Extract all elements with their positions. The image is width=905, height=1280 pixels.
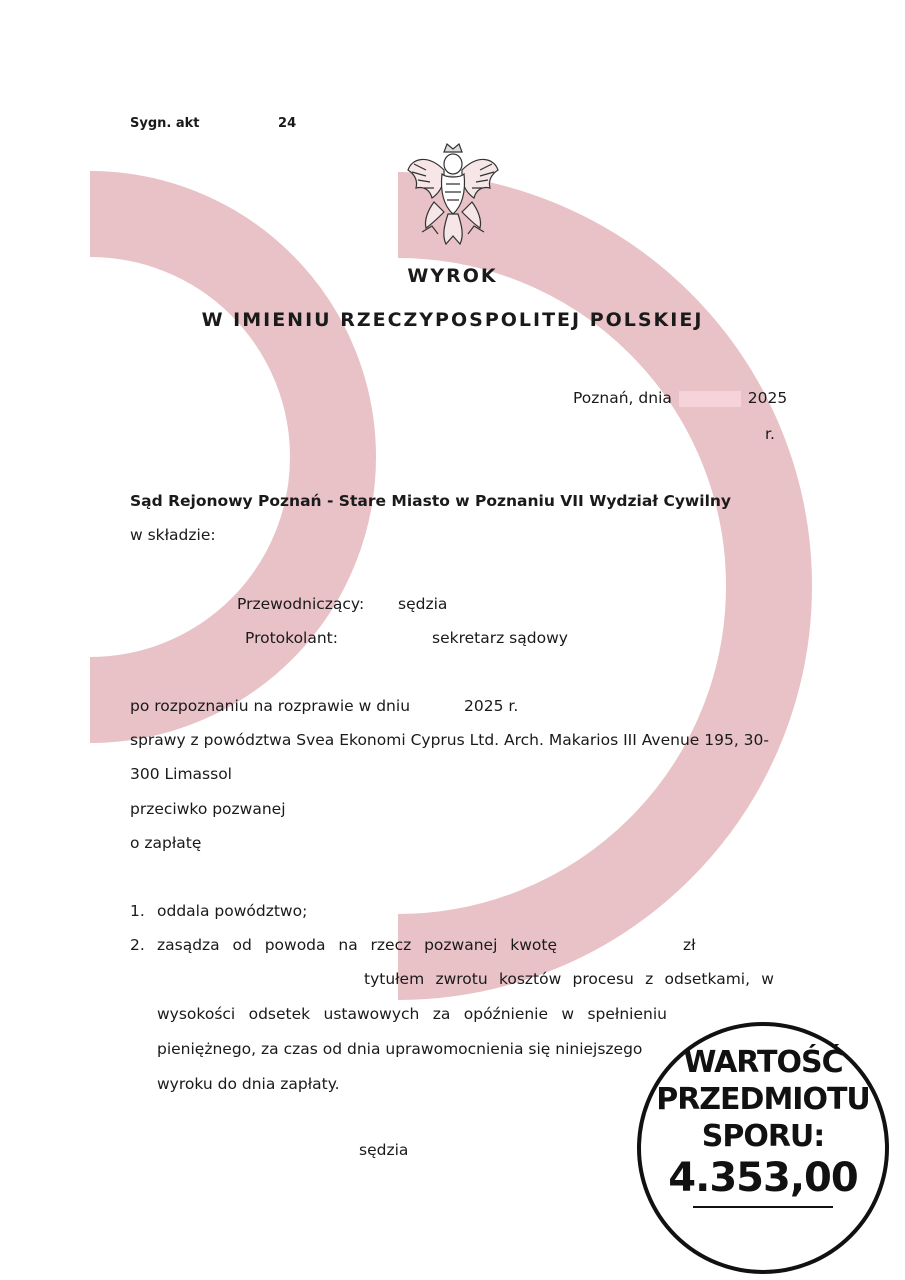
hearing-line	[130, 696, 518, 716]
dispute-value-badge	[637, 1022, 889, 1274]
word: z	[645, 970, 654, 988]
case-line-1: sprawy z powództwa Svea Ekonomi Cyprus Ltd. Arch. Makarios III Avenue 195, 30-	[130, 731, 769, 749]
court-name: Sąd Rejonowy Poznań - Stare Miasto w Poznaniu VII Wydział Cywilny	[130, 492, 732, 510]
word: od	[232, 936, 252, 954]
word: kwotę	[510, 936, 557, 954]
polish-eagle-emblem-icon	[404, 140, 502, 248]
word: w	[761, 970, 774, 988]
ruling-item-1-number: 1.	[130, 902, 145, 920]
word: rzecz	[370, 936, 412, 954]
redacted-date	[679, 391, 741, 407]
subject-line: o zapłatę	[130, 834, 202, 852]
ruling-item-2-line-3	[157, 1004, 667, 1024]
word: wysokości	[157, 1005, 236, 1023]
word: powoda	[264, 936, 326, 954]
word: zwrotu	[435, 970, 488, 988]
badge-value: 4.353,00	[668, 1155, 858, 1201]
badge-line-3: SPORU:	[701, 1119, 825, 1154]
ruling-item-2-number: 2.	[130, 936, 145, 954]
word: na	[338, 936, 358, 954]
case-signature	[130, 114, 296, 134]
presiding-label: Przewodniczący:	[237, 595, 365, 613]
word: za	[432, 1005, 451, 1023]
word: pozwanej	[424, 936, 498, 954]
clerk-label: Protokolant:	[245, 629, 338, 647]
word: opóźnienie	[463, 1005, 549, 1023]
case-line-2: 300 Limassol	[130, 765, 232, 783]
composition-label: w składzie:	[130, 526, 216, 544]
word: w	[561, 1005, 575, 1023]
ruling-item-2-line-1	[157, 935, 557, 955]
ruling-item-1-text: oddala powództwo;	[157, 902, 308, 920]
case-signature-label: Sygn. akt	[130, 116, 200, 131]
ruling-item-2-line-5: wyroku do dnia zapłaty.	[157, 1075, 340, 1093]
defendant-line: przeciwko pozwanej	[130, 800, 286, 818]
judge-signature-label: sędzia	[359, 1141, 409, 1159]
place-date-prefix: Poznań, dnia	[573, 389, 672, 407]
case-signature-number: 24	[278, 116, 297, 131]
word: procesu	[572, 970, 634, 988]
word: tytułem	[364, 970, 425, 988]
word: spełnieniu	[587, 1005, 667, 1023]
place-date-year: 2025	[747, 389, 788, 407]
word: kosztów	[498, 970, 562, 988]
document-subtitle: W IMIENIU RZECZYPOSPOLITEJ POLSKIEJ	[201, 309, 704, 331]
badge-line-1: WARTOŚĆ	[683, 1045, 843, 1080]
hearing-date: 2025 r.	[464, 697, 519, 715]
place-date	[573, 388, 787, 408]
ruling-item-2-currency: zł	[683, 936, 696, 954]
clerk-value: sekretarz sądowy	[432, 629, 568, 647]
place-date-suffix: r.	[765, 425, 775, 443]
document-title: WYROK	[407, 265, 498, 287]
word: zasądza	[157, 936, 220, 954]
ruling-item-2-line-2	[364, 969, 774, 989]
ruling-item-2-line-4: pieniężnego, za czas od dnia uprawomocnienia się niniejszego	[157, 1040, 643, 1058]
badge-divider	[693, 1206, 833, 1208]
word: odsetkami,	[664, 970, 751, 988]
word: ustawowych	[323, 1005, 420, 1023]
word: odsetek	[248, 1005, 311, 1023]
hearing-prefix: po rozpoznaniu na rozprawie w dniu	[130, 697, 411, 715]
badge-line-2: PRZEDMIOTU	[656, 1082, 870, 1117]
presiding-value: sędzia	[398, 595, 448, 613]
